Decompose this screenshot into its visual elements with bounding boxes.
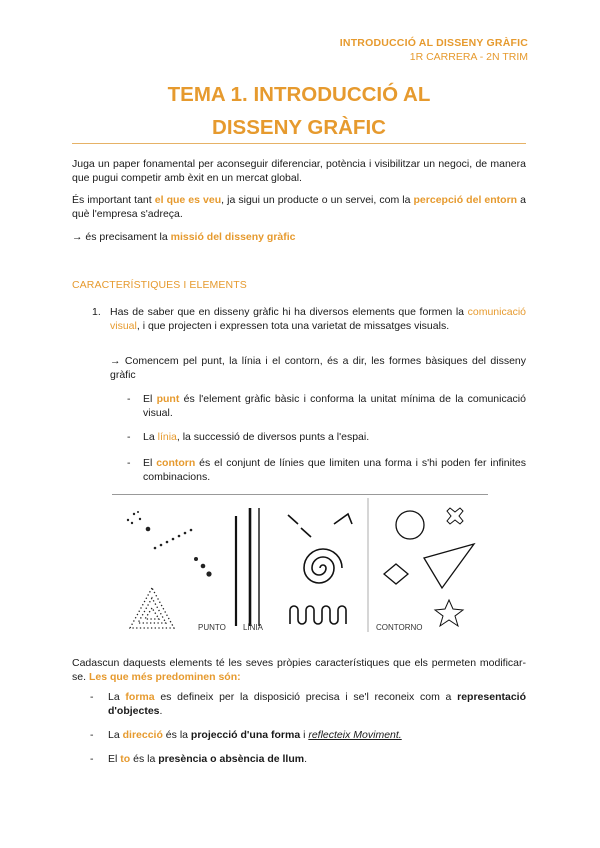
highlight-direccio: direcció	[122, 729, 163, 741]
wave-shape	[290, 606, 346, 624]
dash-marker: -	[127, 457, 131, 469]
dash-marker: -	[90, 691, 94, 703]
highlight-punt: punt	[156, 393, 180, 405]
dash-marker: -	[127, 431, 131, 443]
spiral-shape	[304, 549, 342, 583]
intro-paragraph-2: És important tant el que es veu, ja sigui un producte o un servei, com la percepció del entorn a què l'empresa s'adreça.	[72, 194, 527, 220]
bullet-direccio: La direcció és la projecció d'una forma i reflecteix Moviment.	[108, 729, 402, 741]
highlight-el-que-es-veu: el que es veu	[154, 194, 222, 206]
header-course-title: INTRODUCCIÓ AL DISSENY GRÀFIC	[339, 37, 528, 49]
highlight-missio: missió del disseny gràfic	[170, 231, 296, 243]
highlight-forma: forma	[125, 691, 155, 703]
running-header	[340, 36, 528, 64]
contorno-panel	[384, 508, 474, 626]
page-title-line1: TEMA 1. INTRODUCCIÓ AL	[167, 83, 431, 106]
highlight-contorn: contorn	[156, 457, 196, 469]
dash-marker: -	[127, 393, 131, 405]
page-title-line2: DISSENY GRÀFIC	[212, 116, 386, 139]
outro-paragraph: Cadascun daquests elements té les seves pròpies característiques que els permeten modificar-se. Les que més predominen són:	[72, 657, 526, 683]
dotted-triangles	[130, 588, 174, 628]
highlight-linia: línia	[157, 431, 177, 443]
label-linia: LÍNIA	[243, 623, 264, 632]
list-item-1: Has de saber que en disseny gràfic hi ha diversos elements que formen la comunicació visual, i que projecten i expressen tota una varietat de missatges visuals.	[110, 306, 526, 332]
highlight-comunicacio-visual: comunicació visual	[110, 306, 526, 332]
intro-paragraph-1: Juga un paper fonamental per aconseguir diferenciar, potència i visibilitzar un negoci, de manera que pugui competir amb èxit en un mercat global.	[72, 158, 526, 184]
sub-item-linia: La línia, la successió de diversos punts a l'espai.	[143, 431, 370, 443]
basic-elements-figure	[112, 492, 492, 634]
intro-paragraph-3: → és precisament la missió del disseny gràfic	[72, 231, 296, 243]
bullet-to: El to és la presència o absència de llum.	[108, 753, 308, 765]
arrow-note: → Comencem pel punt, la línia i el contorn, és a dir, les formes bàsiques del disseny gràfic	[110, 355, 526, 381]
header-course-info: 1R CARRERA - 2N TRIM	[409, 51, 528, 63]
bullet-forma: La forma es defineix per la disposició precisa i se'l reconeix com a representació d'objectes.	[108, 691, 526, 717]
highlight-percepcio: percepció del entorn	[413, 194, 518, 206]
label-contorno: CONTORNO	[376, 623, 423, 632]
title-divider	[72, 143, 526, 144]
linia-panel	[236, 508, 259, 626]
dash-marker: -	[90, 753, 94, 765]
sub-item-contorn: El contorn és el conjunt de línies que limiten una forma i s'hi poden fer infinites combinacions.	[143, 457, 526, 483]
highlight-predominen: Les que més predominen són:	[88, 671, 241, 683]
sub-item-punt: El punt és l'element gràfic bàsic i conforma la unitat mínima de la comunicació visual.	[143, 393, 526, 419]
direction-lines	[288, 514, 352, 537]
page-title	[72, 78, 526, 144]
label-punto: PUNTO	[198, 623, 226, 632]
list-number: 1.	[92, 306, 101, 318]
punto-panel	[127, 511, 212, 577]
dash-marker: -	[90, 729, 94, 741]
highlight-to: to	[120, 753, 131, 765]
section-heading: CARACTERÍSTIQUES I ELEMENTS	[72, 279, 247, 291]
underlined-moviment: reflecteix Moviment.	[308, 729, 402, 741]
